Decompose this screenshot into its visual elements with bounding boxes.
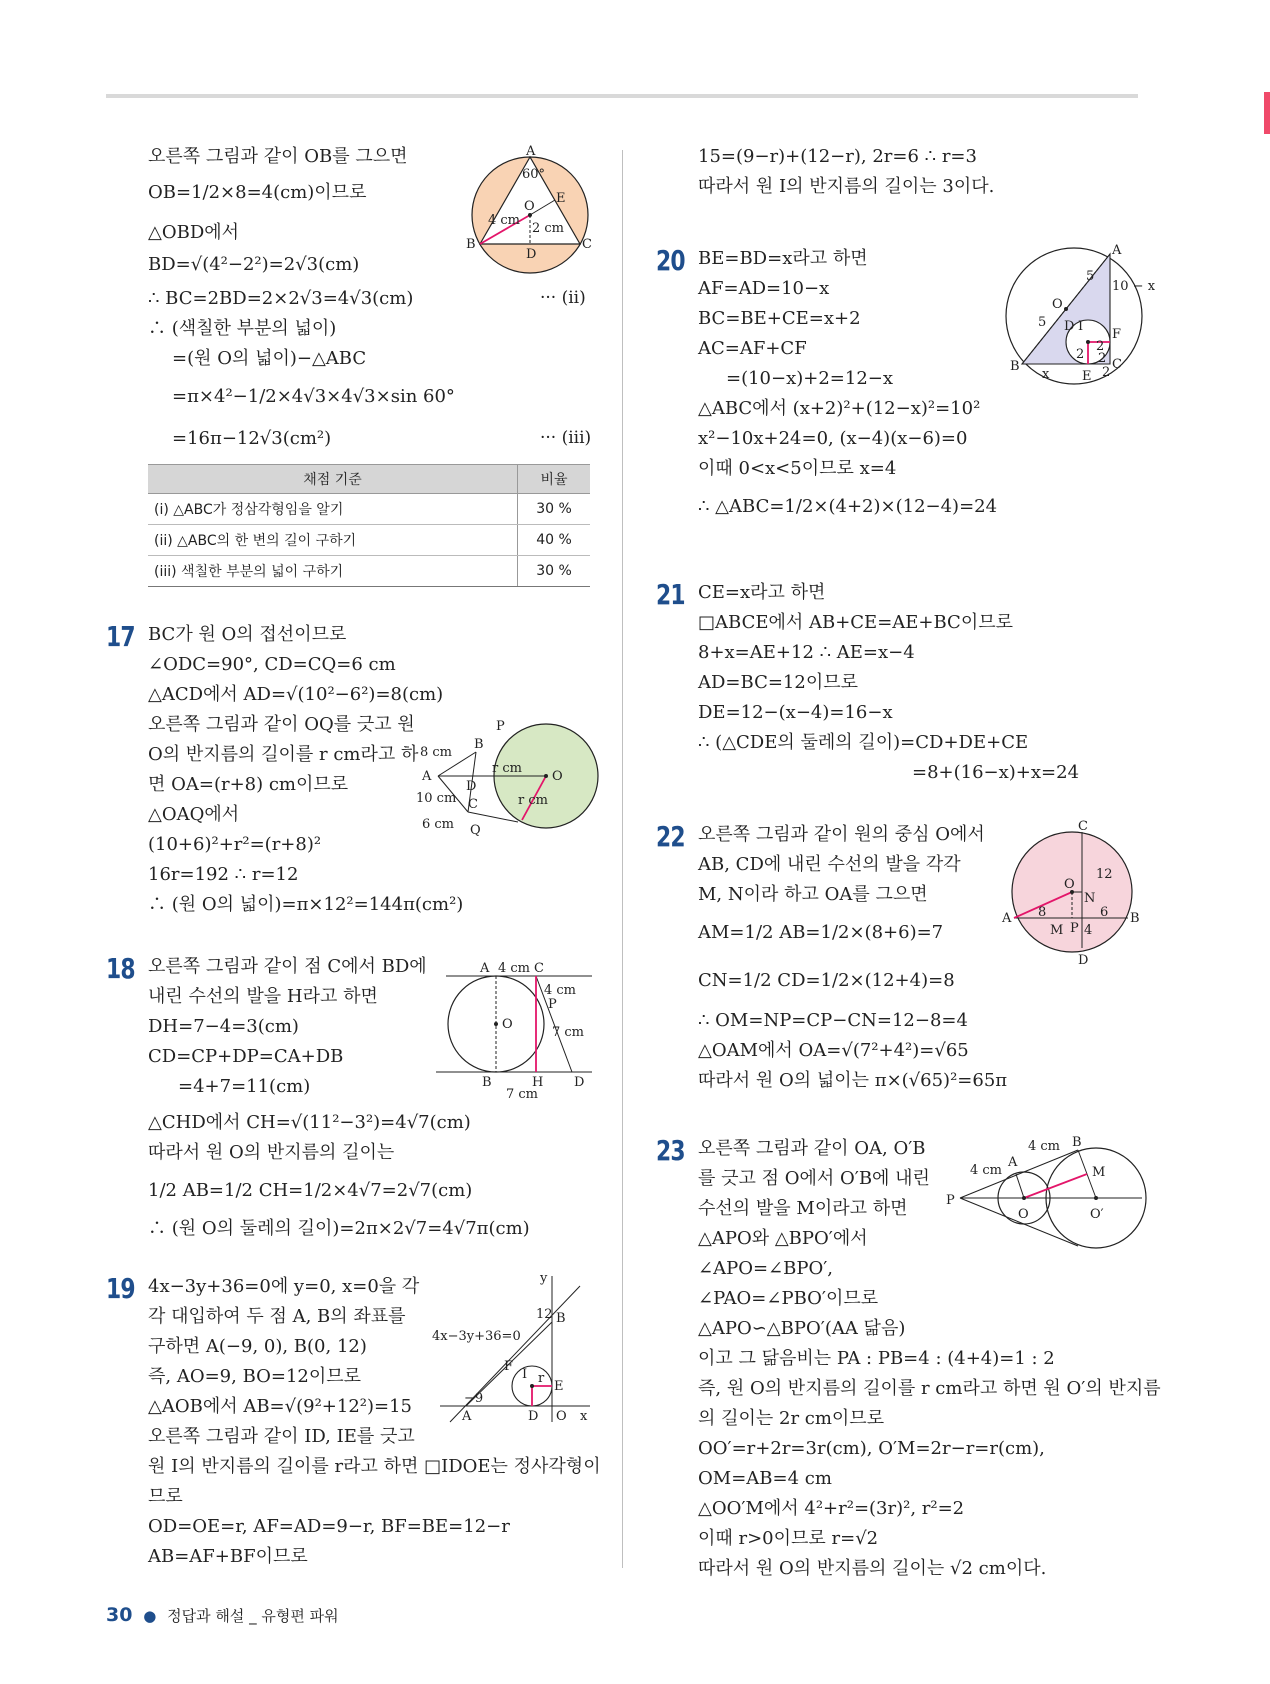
fig17-label: Q — [470, 823, 481, 838]
text-line: 따라서 원 O의 넓이는 π×(√65)²=65π — [698, 1070, 1008, 1091]
text-line: △OAQ에서 — [148, 804, 240, 825]
fig22-label: B — [1130, 911, 1140, 926]
fig23-label: 4 cm — [1028, 1139, 1061, 1154]
text-line: ∴ BC=2BD=2×2√3=4√3(cm) — [148, 288, 414, 309]
fig22-label: O — [1064, 877, 1075, 892]
fig18-label: B — [482, 1075, 492, 1090]
point-o — [1022, 1196, 1026, 1200]
fig20-label: C — [1112, 357, 1122, 372]
bullet-dot-icon: ● — [143, 1607, 157, 1625]
fig18-label: 7 cm — [552, 1025, 585, 1040]
fig20-label: 2 — [1076, 347, 1085, 362]
fig22-label: 12 — [1096, 867, 1113, 882]
text-line: 원 I의 반지름의 길이를 r라고 하면 □IDOE는 정사각형이 — [148, 1456, 601, 1477]
text-line: 오른쪽 그림과 같이 OQ를 긋고 원 — [148, 714, 415, 735]
fig19-label: F — [504, 1359, 514, 1374]
text-line: △AOB에서 AB=√(9²+12²)=15 — [148, 1396, 413, 1417]
text-line: 오른쪽 그림과 같이 OB를 그으면 — [148, 146, 408, 167]
text-line: 따라서 원 O의 반지름의 길이는 √2 cm이다. — [698, 1558, 1047, 1579]
fig18-label: A — [480, 961, 490, 976]
fig20-label: E — [1082, 369, 1092, 384]
question-number: 18 — [106, 952, 135, 985]
text-line: AB=AF+BF이므로 — [148, 1546, 308, 1567]
fig20-label: A — [1112, 243, 1122, 258]
fig20-label: B — [1010, 359, 1020, 374]
fig20-label: 10 − x — [1112, 279, 1156, 294]
fig16-label: B — [466, 237, 476, 252]
text-line: CD=CP+DP=CA+DB — [148, 1046, 344, 1067]
fig16-label: 60° — [522, 167, 546, 182]
table-cell: 30 % — [518, 556, 591, 587]
text-line: 즉, 원 O의 반지름의 길이를 r cm라고 하면 원 O′의 반지름 — [698, 1378, 1161, 1399]
figure-23-two-tangent-circles — [942, 1135, 1142, 1250]
text-line: 1/2 AB=1/2 CH=1/2×4√7=2√7(cm) — [148, 1180, 473, 1201]
text-line: 15=(9−r)+(12−r), 2r=6 ∴ r=3 — [698, 146, 977, 167]
fig22-label: 4 — [1084, 923, 1093, 938]
fig16-label: O — [524, 199, 535, 214]
text-line: 즉, AO=9, BO=12이므로 — [148, 1366, 362, 1387]
text-line: 오른쪽 그림과 같이 OA, O′B — [698, 1138, 926, 1159]
fig19-label: I — [522, 1367, 528, 1382]
fig23-label: M — [1092, 1165, 1106, 1180]
fig19-label: x — [580, 1409, 588, 1424]
figure-18-circle-between-lines — [436, 960, 596, 1100]
text-line: x²−10x+24=0, (x−4)(x−6)=0 — [698, 428, 968, 449]
text-line: ∴ △ABC=1/2×(4+2)×(12−4)=24 — [698, 496, 998, 517]
text-line: 의 길이는 2r cm이므로 — [698, 1408, 885, 1429]
segment-oa — [1016, 1174, 1024, 1198]
figure-16-triangle-in-circle — [460, 144, 600, 270]
fig17-label: O — [552, 769, 563, 784]
column-divider — [622, 150, 623, 1568]
fig22-label: 6 — [1100, 905, 1109, 920]
text-line: 오른쪽 그림과 같이 점 C에서 BD에 — [148, 956, 427, 977]
text-line: 내린 수선의 발을 H라고 하면 — [148, 986, 378, 1007]
text-line: 를 긋고 점 O에서 O′B에 내린 — [698, 1168, 930, 1189]
text-line: ∴ (원 O의 넓이)=π×12²=144π(cm²) — [148, 894, 464, 915]
point-o — [494, 1022, 498, 1026]
text-line: DE=12−(x−4)=16−x — [698, 702, 893, 723]
fig17-label: C — [468, 797, 478, 812]
text-line: AM=1/2 AB=1/2×(8+6)=7 — [698, 922, 944, 943]
figure-22-chords — [1000, 819, 1140, 974]
fig20-label: 2 — [1096, 339, 1105, 354]
fig18-label: C — [534, 961, 544, 976]
tangent-lower — [960, 1198, 1078, 1246]
text-line: CE=x라고 하면 — [698, 582, 826, 603]
fig19-label: A — [462, 1409, 472, 1424]
question-number: 17 — [106, 620, 135, 653]
text-line: 따라서 원 I의 반지름의 길이는 3이다. — [698, 176, 995, 197]
fig18-label: 4 cm — [544, 983, 577, 998]
text-line: OD=OE=r, AF=AD=9−r, BF=BE=12−r — [148, 1516, 510, 1537]
question-number: 22 — [656, 820, 685, 853]
text-line: 8+x=AE+12 ∴ AE=x−4 — [698, 642, 915, 663]
text-line: OB=1/2×8=4(cm)이므로 — [148, 182, 367, 203]
fig16-label: D — [526, 247, 537, 262]
text-line: △CHD에서 CH=√(11²−3²)=4√7(cm) — [148, 1112, 471, 1133]
fig23-label: O — [1018, 1207, 1029, 1222]
fig16-label: 4 cm — [488, 213, 521, 228]
fig17-label: r cm — [518, 793, 548, 808]
fig20-label: 5 — [1038, 315, 1047, 330]
fig20-label: 2 — [1098, 351, 1107, 366]
page-number: 30 — [106, 1604, 133, 1626]
text-line: 16r=192 ∴ r=12 — [148, 864, 299, 885]
text-line: =4+7=11(cm) — [178, 1076, 311, 1097]
text-line: ∠PAO=∠PBO′이므로 — [698, 1288, 879, 1309]
text-line: ∴ (원 O의 둘레의 길이)=2π×2√7=4√7π(cm) — [148, 1218, 530, 1239]
footer-title: 정답과 해설 _ 유형편 파워 — [167, 1607, 339, 1625]
page-footer — [106, 1604, 339, 1626]
text-line: =π×4²−1/2×4√3×4√3×sin 60° — [172, 386, 455, 407]
fig20-label: D — [1064, 319, 1075, 334]
text-line: 4x−3y+36=0에 y=0, x=0을 각 — [148, 1276, 420, 1297]
text-line: 구하면 A(−9, 0), B(0, 12) — [148, 1336, 367, 1357]
top-rule — [106, 94, 1138, 98]
table-cell: 30 % — [518, 494, 591, 525]
fig18-label: 4 cm — [498, 961, 531, 976]
fig16-label: C — [582, 237, 592, 252]
fig17-label: 6 cm — [422, 817, 455, 832]
fig22-label: P — [1070, 921, 1079, 936]
text-line: 면 OA=(r+8) cm이므로 — [148, 774, 349, 795]
text-line: △APO∽△BPO′(AA 닮음) — [698, 1318, 906, 1339]
fig17-label: D — [466, 779, 477, 794]
table-row — [148, 556, 590, 587]
fig19-label: B — [556, 1311, 566, 1326]
text-line: 각 대입하여 두 점 A, B의 좌표를 — [148, 1306, 406, 1327]
fig19-label: D — [528, 1409, 539, 1424]
text-line: 이때 0<x<5이므로 x=4 — [698, 458, 897, 479]
fig23-label: O′ — [1090, 1207, 1104, 1222]
fig18-label: D — [574, 1075, 585, 1090]
text-line: AD=BC=12이므로 — [698, 672, 858, 693]
segment-om — [1024, 1174, 1087, 1198]
fig19-label: O — [556, 1409, 567, 1424]
fig16-label: A — [526, 144, 536, 159]
text-line: ∠ODC=90°, CD=CQ=6 cm — [148, 654, 396, 675]
fig22-label: A — [1002, 911, 1012, 926]
fig23-label: 4 cm — [970, 1163, 1003, 1178]
point-i — [1086, 340, 1090, 344]
fig22-label: M — [1050, 923, 1064, 938]
fig18-label: O — [502, 1017, 513, 1032]
table-cell: 40 % — [518, 525, 591, 556]
fig23-label: P — [946, 1193, 955, 1208]
fig19-label: y — [540, 1271, 548, 1286]
text-line: BE=BD=x라고 하면 — [698, 248, 868, 269]
text-line: AB, CD에 내린 수선의 발을 각각 — [698, 854, 961, 875]
text-line: =16π−12√3(cm²) — [172, 428, 332, 449]
fig17-label: 8 cm — [420, 745, 453, 760]
text-line: ∴ (색칠한 부분의 넓이) — [148, 318, 337, 339]
fig19-label: E — [554, 1379, 564, 1394]
point-o-prime — [1094, 1196, 1098, 1200]
table-header: 채점 기준 — [148, 465, 518, 494]
fig17-label: A — [422, 769, 432, 784]
question-number: 19 — [106, 1272, 135, 1305]
text-line: ∴ OM=NP=CP−CN=12−8=4 — [698, 1010, 968, 1031]
text-line: △OAM에서 OA=√(7²+4²)=√65 — [698, 1040, 969, 1061]
text-line: △OO′M에서 4²+r²=(3r)², r²=2 — [698, 1498, 965, 1519]
text-line: 따라서 원 O의 반지름의 길이는 — [148, 1142, 395, 1163]
fig23-label: B — [1072, 1135, 1082, 1150]
text-line: DH=7−4=3(cm) — [148, 1016, 299, 1037]
text-line: OO′=r+2r=3r(cm), O′M=2r−r=r(cm), — [698, 1438, 1045, 1459]
table-row — [148, 525, 590, 556]
text-line: 오른쪽 그림과 같이 원의 중심 O에서 — [698, 824, 985, 845]
question-number: 23 — [656, 1134, 685, 1167]
text-line: =8+(16−x)+x=24 — [912, 762, 1080, 783]
question-number: 21 — [656, 578, 685, 611]
text-line: O의 반지름의 길이를 r cm라고 하 — [148, 744, 419, 765]
fig17-label: r cm — [492, 761, 522, 776]
step-ref: ··· (ii) — [540, 288, 586, 308]
point-o — [544, 774, 548, 778]
text-line: BC=BE+CE=x+2 — [698, 308, 861, 329]
text-line: ∠APO=∠BPO′, — [698, 1258, 834, 1279]
text-line: □ABCE에서 AB+CE=AE+BC이므로 — [698, 612, 1013, 633]
text-line: (10+6)²+r²=(r+8)² — [148, 834, 322, 855]
table-cell: (iii) 색칠한 부분의 넓이 구하기 — [148, 556, 518, 587]
fig18-label: P — [548, 997, 557, 1012]
fig22-label: C — [1078, 819, 1088, 834]
fig20-label: 5 — [1086, 269, 1095, 284]
text-line: △ABC에서 (x+2)²+(12−x)²=10² — [698, 398, 981, 419]
text-line: ∴ (△CDE의 둘레의 길이)=CD+DE+CE — [698, 732, 1029, 753]
text-line: 오른쪽 그림과 같이 ID, IE를 긋고 — [148, 1426, 415, 1447]
fig19-label: r — [538, 1371, 545, 1386]
fig23-label: A — [1008, 1155, 1018, 1170]
point-i — [530, 1384, 534, 1388]
table-header-row — [148, 465, 590, 494]
fig17-label: B — [474, 737, 484, 752]
text-line: =(원 O의 넓이)−△ABC — [172, 348, 367, 369]
fig19-label: −9 — [464, 1391, 484, 1406]
table-cell: (ii) △ABC의 한 변의 길이 구하기 — [148, 525, 518, 556]
text-line: =(10−x)+2=12−x — [726, 368, 894, 389]
text-line: AF=AD=10−x — [698, 278, 830, 299]
table-header: 비율 — [518, 465, 591, 494]
text-line: BD=√(4²−2²)=2√3(cm) — [148, 254, 360, 275]
text-line: △ACD에서 AD=√(10²−6²)=8(cm) — [148, 684, 444, 705]
fig20-label: I — [1078, 319, 1084, 334]
fig16-label: 2 cm — [532, 221, 565, 236]
text-line: 수선의 발을 M이라고 하면 — [698, 1198, 908, 1219]
fig18-label: H — [532, 1075, 544, 1090]
text-line: OM=AB=4 cm — [698, 1468, 832, 1489]
text-line: 므로 — [148, 1486, 183, 1507]
fig19-label: 4x−3y+36=0 — [432, 1329, 521, 1344]
figure-19-incircle-axes — [432, 1271, 600, 1432]
text-line: △OBD에서 — [148, 222, 240, 243]
fig16-label: E — [556, 191, 566, 206]
fig20-label: F — [1112, 327, 1122, 342]
text-line: BC가 원 O의 접선이므로 — [148, 624, 347, 645]
table-cell: (i) △ABC가 정삼각형임을 알기 — [148, 494, 518, 525]
figure-17-tangent-circle — [416, 719, 598, 842]
fig19-label: 12 — [536, 1307, 553, 1322]
text-line: △APO와 △BPO′에서 — [698, 1228, 868, 1249]
fig22-label: N — [1084, 891, 1096, 906]
fig18-label: 7 cm — [506, 1087, 539, 1102]
fig20-label: O — [1052, 297, 1063, 312]
side-tab-marker — [1264, 92, 1270, 134]
fig17-label: 10 cm — [416, 791, 457, 806]
text-line: CN=1/2 CD=1/2×(12+4)=8 — [698, 970, 955, 991]
question-number: 20 — [656, 244, 685, 277]
text-line: 이때 r>0이므로 r=√2 — [698, 1528, 879, 1549]
text-line: M, N이라 하고 OA를 그으면 — [698, 884, 928, 905]
text-line: 이고 그 닮음비는 PA : PB=4 : (4+4)=1 : 2 — [698, 1348, 1055, 1369]
text-line: AC=AF+CF — [698, 338, 807, 359]
fig17-label: P — [496, 719, 505, 734]
point-o — [1064, 307, 1068, 311]
score-table — [148, 464, 590, 587]
fig20-label: x — [1042, 367, 1050, 382]
fig20-label: 2 — [1102, 365, 1111, 380]
table-row — [148, 494, 590, 525]
step-ref: ··· (iii) — [540, 428, 592, 448]
fig22-label: D — [1078, 953, 1089, 968]
fig22-label: 8 — [1038, 905, 1047, 920]
figure-20-incircle-right-triangle — [1000, 243, 1156, 386]
